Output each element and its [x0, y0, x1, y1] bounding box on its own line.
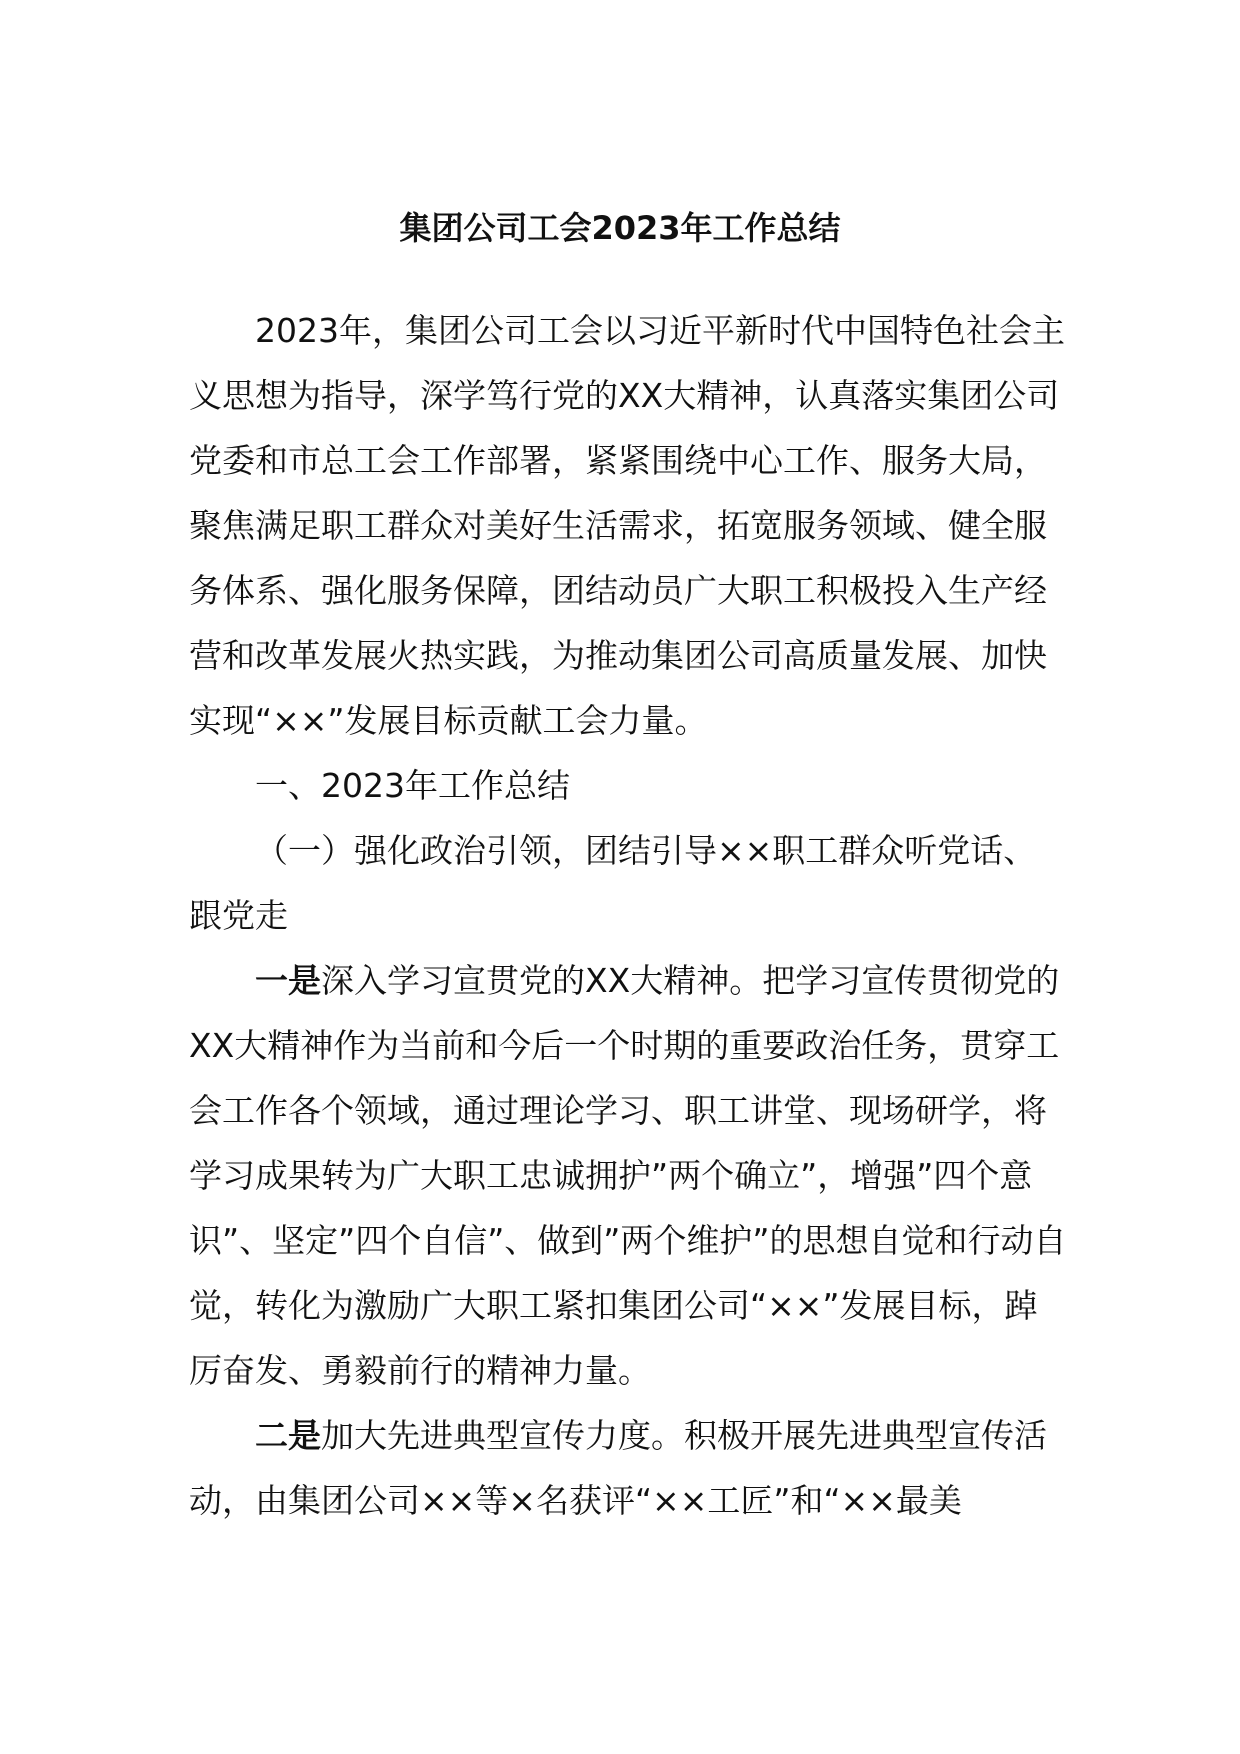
document-title: 集团公司工会2023年工作总结	[399, 209, 841, 247]
section-heading	[189, 753, 1069, 818]
paragraph-text: 2023年，集团公司工会以习近平新时代中国特色社会主义思想为指导，深学笃行党的XX大精神，认真落实集团公司党委和市总工会工作部署，紧紧围绕中心工作、服务大局，聚焦满足职工群众对美好生活需求，拓宽服务领域、健全服务体系、强化服务保障，团结动员广大职工积极投入生产经营和改革发展火热实践，为推动集团公司高质量发展、加快实现“××”发展目标贡献工会力量。	[189, 311, 1065, 740]
paragraph-lead: 二是	[255, 1416, 321, 1455]
paragraph-text: 加大先进典型宣传力度。积极开展先进典型宣传活动，由集团公司××等×名获评“××工匠”和“××最美	[189, 1416, 1047, 1520]
intro-paragraph	[189, 298, 1069, 753]
paragraph-text: 深入学习宣贯党的XX大精神。把学习宣传贯彻党的XX大精神作为当前和今后一个时期的重要政治任务，贯穿工会工作各个领域，通过理论学习、职工讲堂、现场研学，将学习成果转为广大职工忠诚拥护”两个确立”，增强”四个意识”、坚定”四个自信”、做到”两个维护”的思想自觉和行动自觉，转化为激励广大职工紧扣集团公司“××”发展目标，踔厉奋发、勇毅前行的精神力量。	[189, 961, 1067, 1390]
document-body	[189, 298, 1069, 1533]
paragraph-lead: 一是	[255, 961, 321, 1000]
paragraph-text: （一）强化政治引领，团结引导××职工群众听党话、跟党走	[189, 831, 1037, 935]
subsection-heading	[189, 818, 1069, 948]
paragraph-text: 一、2023年工作总结	[255, 766, 570, 805]
point-paragraph-2	[189, 1403, 1069, 1533]
point-paragraph-1	[189, 948, 1069, 1403]
